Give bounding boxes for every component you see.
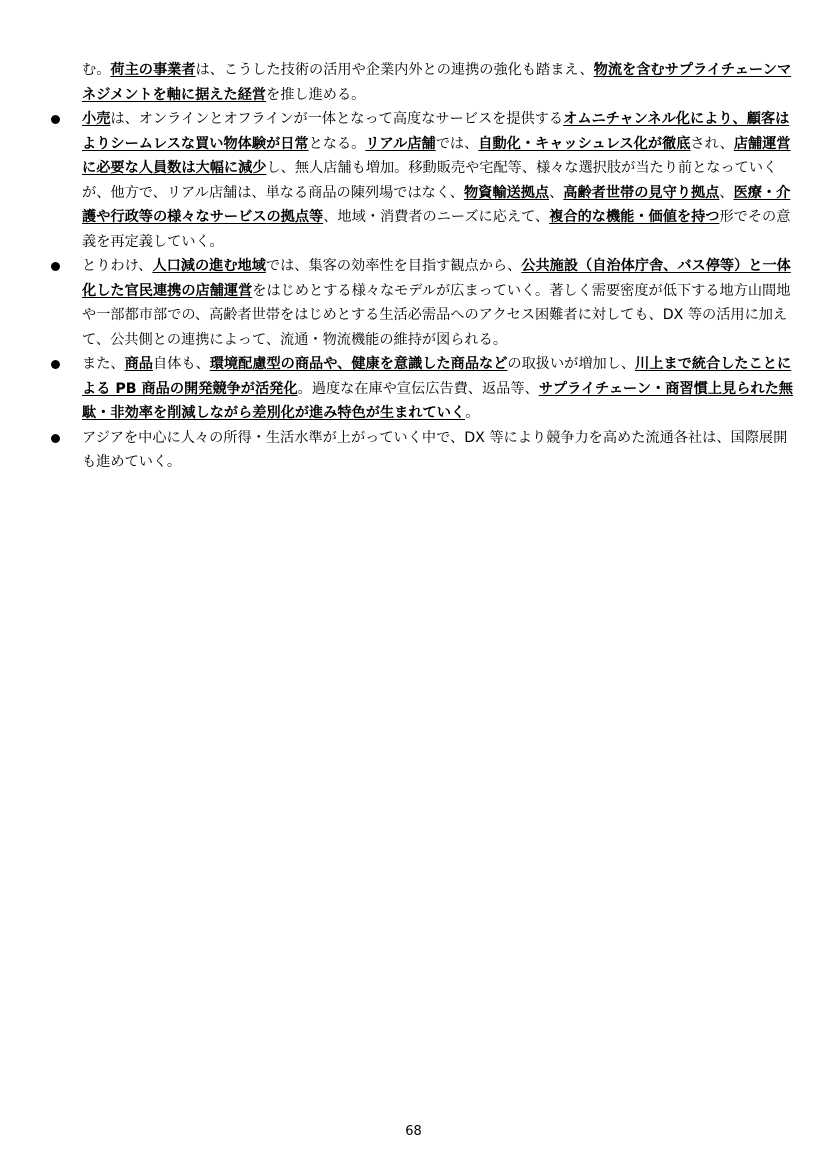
body-text: アジアを中心に人々の所得・生活水準が上がっていく中で、DX 等により競争力を高めた流通各社は、国際展開も進めていく。	[82, 429, 788, 470]
body-text: では、	[435, 135, 479, 152]
body-text: 形でその意義を再定義していく。	[82, 209, 791, 250]
body-text: し、無人店舗も増加。移動販売や宅配等、様々な選択肢が当たり前となっていくが、他方で、リアル店舗は、単なる商品の陳列場ではなく、	[82, 160, 778, 201]
body-text: 、	[549, 184, 564, 201]
body-text: とりわけ、	[82, 258, 153, 274]
page-number: 68	[405, 1124, 422, 1139]
bullet-dot-icon	[51, 434, 60, 443]
bullet-text	[82, 356, 793, 421]
body-text: では、集客の効率性を目指す観点から、	[265, 258, 522, 274]
emphasized-text: 複合的な機能・価値を持つ	[549, 209, 720, 225]
body-text: をはじめとする様々なモデルが広まっていく。著しく需要密度が低下する地方山間地や一部都市部での、高齢者世帯をはじめとする生活必需品へのアクセス困難者に対しても、DX 等の活用に加えて、公共側との連携によって、流通・物流機能の維持が図られる。	[82, 282, 791, 348]
bullet-item	[50, 352, 795, 426]
body-text: は、オンラインとオフラインが一体となって高度なサービスを提供する	[110, 111, 564, 127]
emphasized-text: 物流を含むサプライチェーンマネジメントを軸に据えた経営	[82, 62, 792, 103]
emphasized-text: オムニチャンネル化により、顧客はよりシームレスな買い物体験が日常	[82, 111, 790, 152]
bullet-item	[50, 426, 795, 475]
body-text: となる。	[308, 135, 366, 152]
emphasized-text: 商品	[124, 356, 153, 372]
emphasized-text: リアル店舗	[365, 135, 436, 152]
bullet-dot-icon	[51, 360, 60, 369]
body-text: 、地域・消費者のニーズに応えて、	[323, 209, 550, 225]
body-text: を推し進める。	[266, 86, 366, 103]
body-text: 。	[465, 405, 480, 421]
bullet-text	[82, 111, 791, 250]
body-text: 、	[719, 184, 734, 201]
bullet-text	[82, 258, 791, 348]
body-text: 自体も、	[152, 356, 210, 372]
body-text: む。	[82, 62, 111, 78]
bullet-dot-icon	[51, 115, 60, 124]
bullet-list	[50, 107, 795, 475]
document-body	[50, 58, 795, 475]
emphasized-text: 環境配慮型の商品や、健康を意識した商品など	[209, 356, 508, 372]
body-text: の取扱いが増加し、	[507, 356, 636, 372]
emphasized-text: 川上まで統合したことによる PB 商品の開発競争が活発化	[82, 356, 792, 397]
emphasized-text: 小売	[82, 111, 111, 127]
body-text: また、	[82, 356, 125, 372]
bullet-dot-icon	[51, 262, 60, 271]
emphasized-text: 自動化・キャッシュレス化が徹底	[478, 135, 691, 152]
emphasized-text: 物資輸送拠点	[463, 184, 550, 201]
body-text: 。過度な在庫や宣伝広告費、返品等、	[297, 380, 539, 397]
continuation-paragraph	[82, 58, 795, 107]
emphasized-text: 高齢者世帯の見守り拠点	[563, 184, 720, 201]
body-text: は、こうした技術の活用や企業内外との連携の強化も踏まえ、	[195, 62, 594, 78]
emphasized-text: 荷主の事業者	[110, 62, 196, 78]
bullet-item	[50, 254, 795, 352]
emphasized-text: 人口減の進む地域	[152, 258, 266, 274]
emphasized-text: 店舗運営に必要な人員数は大幅に減少	[82, 135, 791, 176]
emphasized-text: 公共施設（自治体庁舎、バス停等）と一体化した官民連携の店舗運営	[82, 258, 791, 299]
bullet-item	[50, 107, 795, 254]
emphasized-text: 医療・介護や行政等の様々なサービスの拠点等	[82, 184, 791, 225]
bullet-text	[82, 430, 787, 471]
body-text: され、	[690, 135, 734, 152]
emphasized-text: サプライチェーン・商習慣上見られた無駄・非効率を削減しながら差別化が進み特色が生まれていく	[82, 380, 793, 421]
